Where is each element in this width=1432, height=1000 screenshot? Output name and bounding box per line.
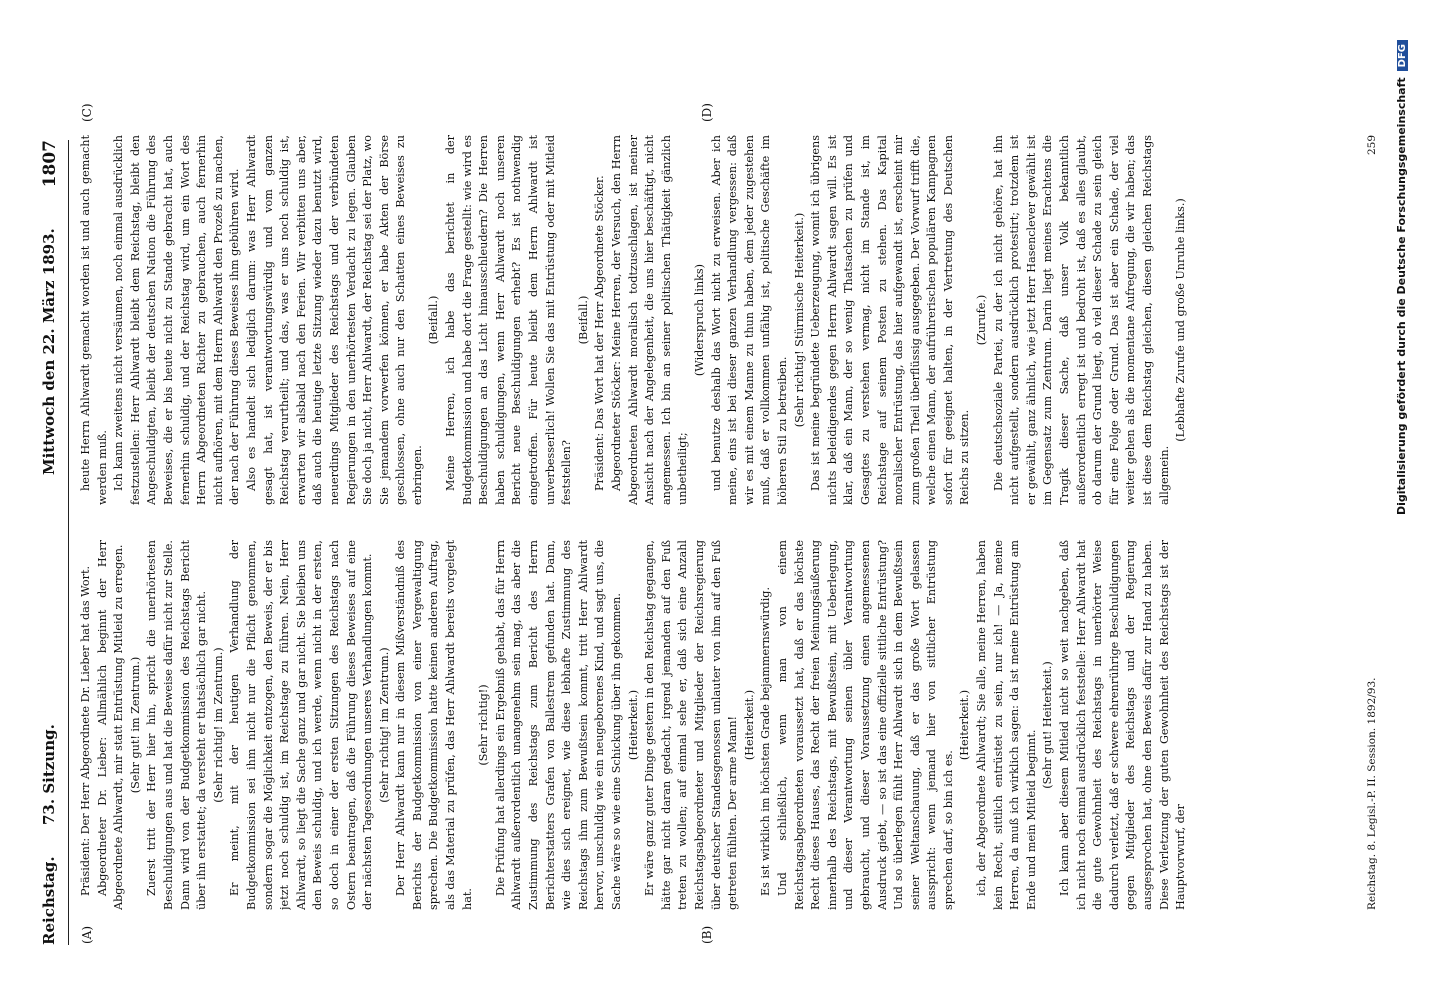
margin-marker-b: (B) <box>700 925 714 944</box>
dfg-logo: DFG <box>1397 40 1408 71</box>
paragraph: Die Prüfung hat allerdings ein Ergebniß gehabt, das für Herrn Ahlwardt außerordentlich unangenehm sein mag, das aber die Zustimmung des Reichstags zum Bericht des Herrn Berichterstatters Grafen von Ballestrem gefunden hat. Dann, wie dies sich ereignet, wie diese lebhafte Zustimmung des Reichstags ihm zum Bewußtsein kommt, tritt Herr Ahlwardt hervor, unschuldig wie ein neugeborenes Kind, und sagt uns, die Sache wäre so wie eine Schickung über ihn gekommen. <box>493 540 623 910</box>
paragraph: Zuerst tritt der Herr hier hin, spricht die unerhörtesten Beschuldigungen aus und hat die Beweise dafür nicht zur Stelle. Dann wird von der Budgetkommission des Reichstags Bericht über ihn erstattet; da versteht er thatsächlich gar nicht. <box>145 540 209 910</box>
paragraph: Die deutschsoziale Partei, zu der ich nicht gehöre, hat ihn nicht aufgestellt, sondern ausdrücklich protestirt; trotzdem ist er gewählt, ganz ähnlich, wie jetzt Herr Hasenclever gewählt ist im Gegensatz zum Zentrum. Darin liegt meines Erachtens die Tragik dieser Sache, daß unser Volk bekanntlich außerordentlich erregt ist und bedroht ist, daß es alles glaubt, ob darum der Grund liegt, ob viel dieser Schade zu sein gleich für eine Folge oder Grund. Das ist aber ein Schade, der viel weiter gehen als die momentane Aufregung, die wir haben; das ist diese dem Reichstag gleichen, diesen gleichen Reichstags allgemein. <box>991 135 1171 505</box>
paragraph: und benutze deshalb das Wort nicht zu erweisen. Aber ich meine, eins ist bei dieser ganzen Verhandlung vergessen: daß wir es mit einem Manne zu thun haben, dem jeder zugestehen muß, daß er vollkommen unfähig ist, politische Geschäfte im höheren Stil zu betreiben. <box>709 135 789 505</box>
paragraph: Das ist meine begründete Ueberzeugung, womit ich übrigens nichts beleidigendes gegen Herrn Ahlwardt sagen will. Es ist klar, daß ein Mann, der so wenig Thatsachen zu prüfen und Gesagtes zu verstehen vermag, nicht im Stande ist, im Reichstage auf seinem Posten zu stehen. Das Kapital moralischer Entrüstung, das hier aufgewandt ist, erscheint mir zum großen Theil überflüssig ausgegeben. Der Vorwurf trifft die, welche einen Mann, der aufrührerischen populären Kampagnen sofort für geeignet halten, in der Vertretung des Deutschen Reichs zu sitzen. <box>809 135 972 505</box>
margin-marker-a: (A) <box>80 925 94 944</box>
paragraph: (Widerspruch links) <box>692 263 706 377</box>
paragraph: (Heiterkeit.) <box>742 689 756 761</box>
margin-marker-c: (C) <box>80 103 94 122</box>
footer-sheet-number: 259 <box>1366 135 1378 156</box>
paragraph: (Heiterkeit.) <box>626 689 640 761</box>
header-session: 73. Sitzung. <box>40 724 58 825</box>
page-header <box>40 140 66 945</box>
paragraph: (Sehr richtig! im Zentrum.) <box>377 647 391 803</box>
paragraph: Präsident: Das Wort hat der Herr Abgeordnete Stöcker. <box>593 175 607 491</box>
header-title: Reichstag. <box>40 856 58 945</box>
paragraph: heute Herrn Ahlwardt gemacht worden ist und auch gemacht werden muß. <box>79 135 109 505</box>
paragraph: Er meint, mit der heutigen Verhandlung der Budgetkommission sei ihm nicht nur die Pflicht genommen, sondern sogar die Möglichkeit entzogen, den Beweis, der er bis jetzt noch schuldig ist, im Reichstage zu führen. Nein, Herr Ahlwardt, so liegt die Sache ganz und gar nicht. Sie bleiben uns den Beweis schuldig, und ich werde, wenn nicht in der ersten, so doch in einer der ersten Sitzungen des Reichstags nach Ostern beantragen, daß die Führung dieses Beweises auf eine der nächsten Tagesordnungen unseres Verhandlungen kommt. <box>228 540 375 910</box>
credit-text: Digitalisierung gefördert durch die Deutsche Forschungsgemeinschaft <box>1395 77 1408 516</box>
paragraph: (Sehr richtig! Stürmische Heiterkeit.) <box>792 212 806 428</box>
paragraph: Meine Herren, ich habe das berichtet in der Budgetkommission und habe dort die Frage gestellt: wie wird es Beschuldigungen an das Licht hinausschleudern? Die Herren haben schuldigungen, wenn Herr Ahlwardt noch unseren Bericht neue Beschuldigungen erhebt? Es ist nothwendig eingetroffen. Für heute bleibt dem Herrn Ahlwardt ist unverbesserlich! Wollen Sie das mit Entrüstung oder mit Mitleid feststellen? <box>444 135 574 505</box>
digitization-credit <box>1395 40 1408 960</box>
paragraph: (Sehr richtig! im Zentrum.) <box>211 647 225 803</box>
paragraph: Es ist wirklich im höchsten Grade bejammernswürdig. <box>759 586 773 896</box>
paragraph: Ich kann zweitens nicht versäumen, noch einmal ausdrücklich festzustellen: Herr Ahlwardt bleibt dem Reichstag, bleibt den Angeschuldigten, bleibt der deutschen Nation die Führung des Beweises, die er bis heute nicht zu Stande gebracht hat, auch fernerhin schuldig, und der Reichstag wird, um ein Wort des Herrn Abgeordneten Richter zu gebrauchen, auch fernerhin nicht aufhören, mit dem Herrn Ahlwardt den Prozeß zu machen, der nach der Führung dieses Beweises ihm gebühren wird. <box>112 135 242 505</box>
paragraph: (Sehr gut! Heiterkeit.) <box>1041 661 1055 789</box>
paragraph: (Lebhafte Zurufe und große Unruhe links.) <box>1174 198 1188 442</box>
paragraph: (Zurufe.) <box>975 294 989 346</box>
paragraph: Der Herr Ahlwardt kann nur in diesem Mißverständniß des Berichts der Budgetkommission von einer Vergewaltigung sprechen. Die Budgetkommission hatte keinen anderen Auftrag, als das Material zu prüfen, das Herr Ahlwardt bereits vorgelegt hat. <box>394 540 474 910</box>
margin-marker-d: (D) <box>700 103 714 122</box>
text-column-right <box>78 135 1358 505</box>
paragraph: Ich kann aber diesem Mitleid nicht so weit nachgeben, daß ich nicht noch einmal ausdrücklich feststelle: Herr Ahlwardt hat die gute Gewohnheit des Reichstags in unerhörter Weise dadurch verletzt, daß er schwere ehrenrührige Beschuldigungen gegen Mitglieder des Reichstags und der Regierung ausgesprochen hat, ohne den Beweis dafür zur Hand zu haben. Diese Verletzung der guten Gewohnheit des Reichstags ist der Hauptvorwurf, der <box>1058 540 1188 910</box>
paragraph: Präsident: Der Herr Abgeordnete Dr. Lieber hat das Wort. <box>79 565 92 896</box>
paragraph: (Sehr gut! im Zentrum.) <box>128 656 142 794</box>
paragraph: ich, der Abgeordnete Ahlwardt; Sie alle, meine Herren, haben kein Recht, sittlich entrüstet zu sein, nur ich! — Ja, meine Herren, da muß ich wirklich sagen: da ist meine Entrüstung am Ende und mein Mitleid beginnt. <box>975 540 1038 910</box>
page-number: 1807 <box>40 140 60 188</box>
paragraph: Abgeordneter Dr. Lieber: Allmählich beginnt der Herr Abgeordnete Ahlwardt, mir statt Entrüstung Mitleid zu erregen. <box>95 540 126 910</box>
paragraph: (Beifall.) <box>576 295 590 345</box>
paragraph: (Sehr richtig!) <box>477 684 491 766</box>
paragraph: Abgeordneter Stöcker: Meine Herren, der Versuch, den Herrn Abgeordneten Ahlwardt moralisch todtzuschlagen, ist meiner Ansicht nach der Angelegenheit, die uns hier beschäftigt, nicht angemessen. Ich bin an seiner politischen Thätigkeit gänzlich unbetheiligt; <box>610 135 690 505</box>
header-rule <box>68 140 69 945</box>
paragraph: (Beifall.) <box>427 295 441 345</box>
header-date: Mittwoch den 22. März 1893. <box>40 228 58 475</box>
paragraph: Also es handelt sich lediglich darum: was Herr Ahlwardt gesagt hat, ist verantwortungswürdig und vom ganzen Reichstag verurtheilt; und das, was er uns noch schuldig ist, erwarten wir alsbald nach den Ferien. Wir verbitten uns aber, daß auch die heutige letzte Sitzung wieder dazu benutzt wird, neuerdings Mitglieder des Reichstags und der verbündeten Regierungen in den unerhörtesten Verdacht zu legen. Glauben Sie doch ja nicht, Herr Ahlwardt, der Reichstag sei der Platz, wo Sie jemandem vorwerfen können, er habe Akten der Börse geschlossen, ohne auch nur den Schatten eines Beweises zu erbringen. <box>244 135 424 505</box>
paragraph: Er wäre ganz guter Dinge gestern in den Reichstag gegangen, hätte gar nicht daran gedacht, irgend jemanden auf den Fuß treten zu wollen; auf einmal sehe er, daß sich eine Anzahl Reichstagsabgeordneter und Mitglieder der Reichsregierung über deutscher Standesgenossen unlauter von ihm auf den Fuß getreten fühlten. Der arme Mann! <box>643 540 740 910</box>
text-column-left <box>78 540 1358 910</box>
paragraph: Und schließlich, wenn man von einem Reichstagsabgeordneten voraussetzt hat, daß er das höchste Recht dieses Hauses, das Recht der freien Meinungsäußerung innerhalb des Reichstags, mit Bewußtsein, mit Ueberlegung, und dieser Verantwortung seinen übler Verantwortung gebraucht, und dieser Voraussetzung einen angemessenen Ausdruck giebt, — so ist das eine offizielle sittliche Entrüstung? Und so überlegen fühlt Herr Ahlwardt sich in dem Bewußtsein seiner Weltanschauung, daß er das große Wort gelassen ausspricht: wenn jemand hier von sittlicher Entrüstung sprechen darf, so bin ich es. <box>775 540 955 910</box>
paragraph: (Heiterkeit.) <box>958 689 972 761</box>
footer-signature: Reichstag. 8. Legisl.-P. II. Session. 1892/93. <box>1366 677 1378 910</box>
